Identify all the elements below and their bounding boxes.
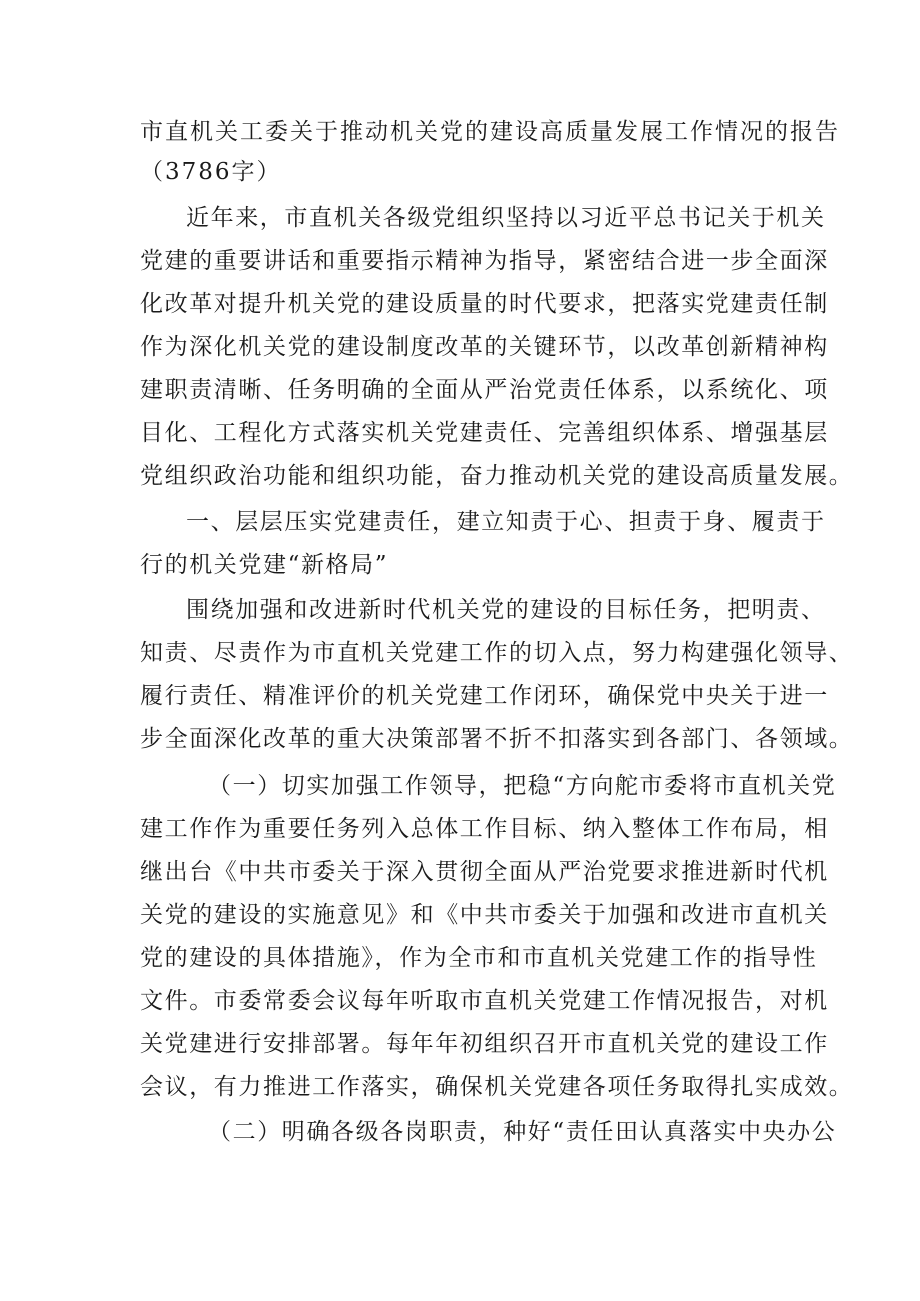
paragraph-line: 继出台《中共市委关于深入贯彻全面从严治党要求推进新时代机: [140, 859, 829, 885]
document-title: 市直机关工委关于推动机关党的建设高质量发展工作情况的报告: [140, 119, 840, 145]
paragraph-line: 会议，有力推进工作落实，确保机关党建各项任务取得扎实成效。: [140, 1074, 854, 1100]
section-heading-line: 一、层层压实党建责任，建立知责于心、担责于身、履责于: [186, 509, 826, 535]
document-title-wordcount: （3786字）: [140, 159, 282, 185]
paragraph-line: 化改革对提升机关党的建设质量的时代要求，把落实党建责任制: [140, 291, 829, 317]
paragraph-line: 党的建设的具体措施》，作为全市和市直机关党建工作的指导性: [140, 945, 818, 971]
paragraph-line: 建职责清晰、任务明确的全面从严治党责任体系，以系统化、项: [140, 377, 829, 403]
paragraph-line: 近年来，市直机关各级党组织坚持以习近平总书记关于机关: [186, 205, 826, 231]
paragraph-line: 关党的建设的实施意见》和《中共市委关于加强和改进市直机关: [140, 902, 829, 928]
paragraph-line: 关党建进行安排部署。每年年初组织召开市直机关党的建设工作: [140, 1031, 829, 1057]
paragraph-line: 党建的重要讲话和重要指示精神为指导，紧密结合进一步全面深: [140, 248, 829, 274]
paragraph-line: 建工作作为重要任务列入总体工作目标、纳入整体工作布局，相: [140, 816, 829, 842]
paragraph-line: 步全面深化改革的重大决策部署不折不扣落实到各部门、各领域。: [140, 726, 854, 752]
paragraph-line: 作为深化机关党的建设制度改革的关键环节，以改革创新精神构: [140, 334, 829, 360]
paragraph-line: 围绕加强和改进新时代机关党的建设的目标任务，把明责、: [186, 597, 826, 623]
section-heading-line: 行的机关党建“新格局”: [140, 552, 389, 578]
paragraph-line: 知责、尽责作为市直机关党建工作的切入点，努力构建强化领导、: [140, 640, 854, 666]
paragraph-line: 目化、工程化方式落实机关党建责任、完善组织体系、增强基层: [140, 420, 829, 446]
paragraph-line: 履行责任、精准评价的机关党建工作闭环，确保党中央关于进一: [140, 683, 829, 709]
paragraph-line: 党组织政治功能和组织功能，奋力推动机关党的建设高质量发展。: [140, 463, 854, 489]
paragraph-line: 文件。市委常委会议每年听取市直机关党建工作情况报告，对机: [140, 988, 829, 1014]
subsection-line: （一）切实加强工作领导，把稳“方向舵市委将市直机关党: [208, 773, 837, 799]
subsection-line: （二）明确各级各岗职责，种好“责任田认真落实中央办公: [208, 1119, 837, 1145]
